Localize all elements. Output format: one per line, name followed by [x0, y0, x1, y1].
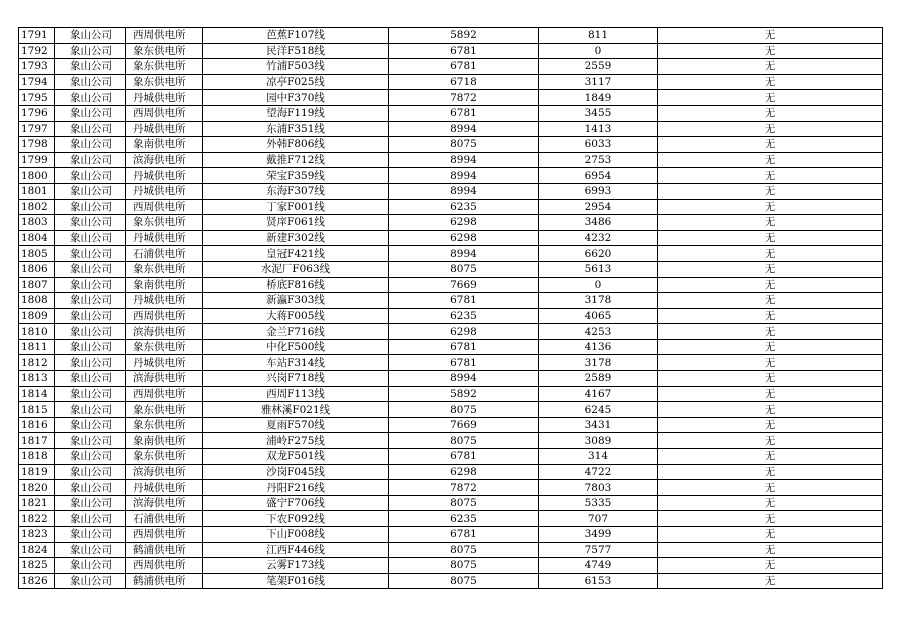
table-row — [19, 199, 883, 215]
value-cell: 8075 — [389, 137, 539, 153]
station-cell: 象东供电所 — [126, 74, 203, 90]
company-cell: 象山公司 — [55, 28, 126, 44]
station-cell: 滨海供电所 — [126, 464, 203, 480]
value-cell: 8994 — [389, 183, 539, 199]
count-cell: 811 — [539, 28, 658, 44]
table-row — [19, 137, 883, 153]
table-row — [19, 121, 883, 137]
station-cell: 丹城供电所 — [126, 480, 203, 496]
line-name-cell: 下山F008线 — [203, 527, 389, 543]
row-number-cell: 1809 — [19, 308, 55, 324]
line-name-cell: 车站F314线 — [203, 355, 389, 371]
station-cell: 丹城供电所 — [126, 183, 203, 199]
station-cell: 滨海供电所 — [126, 495, 203, 511]
row-number-cell: 1805 — [19, 246, 55, 262]
note-cell: 无 — [658, 168, 883, 184]
table-row — [19, 183, 883, 199]
note-cell: 无 — [658, 105, 883, 121]
row-number-cell: 1824 — [19, 542, 55, 558]
company-cell: 象山公司 — [55, 215, 126, 231]
company-cell: 象山公司 — [55, 246, 126, 262]
line-name-cell: 沙岗F045线 — [203, 464, 389, 480]
line-name-cell: 兴岗F718线 — [203, 371, 389, 387]
company-cell: 象山公司 — [55, 573, 126, 589]
table-row — [19, 168, 883, 184]
value-cell: 6235 — [389, 199, 539, 215]
value-cell: 6781 — [389, 105, 539, 121]
station-cell: 象东供电所 — [126, 417, 203, 433]
company-cell: 象山公司 — [55, 199, 126, 215]
row-number-cell: 1806 — [19, 261, 55, 277]
company-cell: 象山公司 — [55, 308, 126, 324]
note-cell: 无 — [658, 324, 883, 340]
count-cell: 4722 — [539, 464, 658, 480]
note-cell: 无 — [658, 90, 883, 106]
row-number-cell: 1813 — [19, 371, 55, 387]
line-name-cell: 戴推F712线 — [203, 152, 389, 168]
count-cell: 7803 — [539, 480, 658, 496]
table-row — [19, 417, 883, 433]
station-cell: 鹤浦供电所 — [126, 573, 203, 589]
note-cell: 无 — [658, 121, 883, 137]
note-cell: 无 — [658, 402, 883, 418]
feeder-table — [18, 27, 883, 589]
company-cell: 象山公司 — [55, 355, 126, 371]
company-cell: 象山公司 — [55, 261, 126, 277]
count-cell: 5613 — [539, 261, 658, 277]
value-cell: 6781 — [389, 527, 539, 543]
line-name-cell: 竹浦F503线 — [203, 59, 389, 75]
note-cell: 无 — [658, 43, 883, 59]
table-row — [19, 542, 883, 558]
row-number-cell: 1815 — [19, 402, 55, 418]
line-name-cell: 东海F307线 — [203, 183, 389, 199]
station-cell: 西周供电所 — [126, 527, 203, 543]
row-number-cell: 1801 — [19, 183, 55, 199]
table-row — [19, 261, 883, 277]
station-cell: 西周供电所 — [126, 558, 203, 574]
note-cell: 无 — [658, 308, 883, 324]
station-cell: 丹城供电所 — [126, 230, 203, 246]
count-cell: 2559 — [539, 59, 658, 75]
value-cell: 6781 — [389, 59, 539, 75]
row-number-cell: 1807 — [19, 277, 55, 293]
row-number-cell: 1817 — [19, 433, 55, 449]
company-cell: 象山公司 — [55, 183, 126, 199]
row-number-cell: 1791 — [19, 28, 55, 44]
value-cell: 6718 — [389, 74, 539, 90]
count-cell: 3089 — [539, 433, 658, 449]
line-name-cell: 皇冠F421线 — [203, 246, 389, 262]
table-row — [19, 152, 883, 168]
note-cell: 无 — [658, 261, 883, 277]
row-number-cell: 1814 — [19, 386, 55, 402]
value-cell: 8075 — [389, 261, 539, 277]
note-cell: 无 — [658, 152, 883, 168]
value-cell: 6298 — [389, 230, 539, 246]
row-number-cell: 1826 — [19, 573, 55, 589]
station-cell: 鹤浦供电所 — [126, 542, 203, 558]
count-cell: 4253 — [539, 324, 658, 340]
value-cell: 8994 — [389, 371, 539, 387]
count-cell: 2753 — [539, 152, 658, 168]
value-cell: 7669 — [389, 277, 539, 293]
station-cell: 西周供电所 — [126, 308, 203, 324]
line-name-cell: 外韩F806线 — [203, 137, 389, 153]
count-cell: 3486 — [539, 215, 658, 231]
station-cell: 西周供电所 — [126, 199, 203, 215]
line-name-cell: 下农F092线 — [203, 511, 389, 527]
line-name-cell: 贤庠F061线 — [203, 215, 389, 231]
value-cell: 6298 — [389, 324, 539, 340]
note-cell: 无 — [658, 511, 883, 527]
table-row — [19, 339, 883, 355]
line-name-cell: 望海F119线 — [203, 105, 389, 121]
count-cell: 5335 — [539, 495, 658, 511]
line-name-cell: 夏雨F570线 — [203, 417, 389, 433]
row-number-cell: 1808 — [19, 293, 55, 309]
feeder-table-body — [19, 28, 883, 589]
count-cell: 1413 — [539, 121, 658, 137]
company-cell: 象山公司 — [55, 324, 126, 340]
row-number-cell: 1797 — [19, 121, 55, 137]
note-cell: 无 — [658, 199, 883, 215]
row-number-cell: 1825 — [19, 558, 55, 574]
note-cell: 无 — [658, 277, 883, 293]
count-cell: 6620 — [539, 246, 658, 262]
company-cell: 象山公司 — [55, 527, 126, 543]
line-name-cell: 东浦F351线 — [203, 121, 389, 137]
table-row — [19, 511, 883, 527]
line-name-cell: 荣宝F359线 — [203, 168, 389, 184]
row-number-cell: 1804 — [19, 230, 55, 246]
table-row — [19, 230, 883, 246]
line-name-cell: 笔架F016线 — [203, 573, 389, 589]
value-cell: 6781 — [389, 355, 539, 371]
station-cell: 滨海供电所 — [126, 324, 203, 340]
company-cell: 象山公司 — [55, 386, 126, 402]
line-name-cell: 西周F113线 — [203, 386, 389, 402]
station-cell: 象南供电所 — [126, 433, 203, 449]
station-cell: 丹城供电所 — [126, 121, 203, 137]
count-cell: 4136 — [539, 339, 658, 355]
table-row — [19, 215, 883, 231]
count-cell: 3178 — [539, 355, 658, 371]
station-cell: 石浦供电所 — [126, 246, 203, 262]
row-number-cell: 1793 — [19, 59, 55, 75]
station-cell: 丹城供电所 — [126, 168, 203, 184]
note-cell: 无 — [658, 464, 883, 480]
row-number-cell: 1799 — [19, 152, 55, 168]
company-cell: 象山公司 — [55, 90, 126, 106]
row-number-cell: 1795 — [19, 90, 55, 106]
value-cell: 6235 — [389, 308, 539, 324]
station-cell: 象东供电所 — [126, 59, 203, 75]
note-cell: 无 — [658, 433, 883, 449]
row-number-cell: 1810 — [19, 324, 55, 340]
company-cell: 象山公司 — [55, 137, 126, 153]
count-cell: 314 — [539, 449, 658, 465]
company-cell: 象山公司 — [55, 43, 126, 59]
company-cell: 象山公司 — [55, 293, 126, 309]
station-cell: 西周供电所 — [126, 105, 203, 121]
count-cell: 6153 — [539, 573, 658, 589]
note-cell: 无 — [658, 215, 883, 231]
count-cell: 3499 — [539, 527, 658, 543]
table-row — [19, 308, 883, 324]
table-row — [19, 43, 883, 59]
company-cell: 象山公司 — [55, 230, 126, 246]
value-cell: 8075 — [389, 433, 539, 449]
note-cell: 无 — [658, 573, 883, 589]
value-cell: 6298 — [389, 464, 539, 480]
row-number-cell: 1816 — [19, 417, 55, 433]
line-name-cell: 云雾F173线 — [203, 558, 389, 574]
note-cell: 无 — [658, 246, 883, 262]
line-name-cell: 丹阳F216线 — [203, 480, 389, 496]
line-name-cell: 水泥厂F063线 — [203, 261, 389, 277]
line-name-cell: 金兰F716线 — [203, 324, 389, 340]
company-cell: 象山公司 — [55, 542, 126, 558]
note-cell: 无 — [658, 339, 883, 355]
count-cell: 1849 — [539, 90, 658, 106]
company-cell: 象山公司 — [55, 371, 126, 387]
value-cell: 6781 — [389, 43, 539, 59]
table-row — [19, 433, 883, 449]
table-row — [19, 527, 883, 543]
count-cell: 4749 — [539, 558, 658, 574]
table-row — [19, 105, 883, 121]
table-row — [19, 324, 883, 340]
count-cell: 707 — [539, 511, 658, 527]
row-number-cell: 1819 — [19, 464, 55, 480]
company-cell: 象山公司 — [55, 168, 126, 184]
line-name-cell: 丁家F001线 — [203, 199, 389, 215]
company-cell: 象山公司 — [55, 105, 126, 121]
note-cell: 无 — [658, 28, 883, 44]
value-cell: 7872 — [389, 480, 539, 496]
station-cell: 象南供电所 — [126, 137, 203, 153]
table-row — [19, 74, 883, 90]
value-cell: 8994 — [389, 168, 539, 184]
note-cell: 无 — [658, 386, 883, 402]
line-name-cell: 民洋F518线 — [203, 43, 389, 59]
value-cell: 7872 — [389, 90, 539, 106]
table-row — [19, 480, 883, 496]
station-cell: 象东供电所 — [126, 449, 203, 465]
station-cell: 滨海供电所 — [126, 152, 203, 168]
row-number-cell: 1798 — [19, 137, 55, 153]
row-number-cell: 1796 — [19, 105, 55, 121]
row-number-cell: 1802 — [19, 199, 55, 215]
row-number-cell: 1800 — [19, 168, 55, 184]
line-name-cell: 江西F446线 — [203, 542, 389, 558]
station-cell: 丹城供电所 — [126, 293, 203, 309]
company-cell: 象山公司 — [55, 277, 126, 293]
count-cell: 4167 — [539, 386, 658, 402]
company-cell: 象山公司 — [55, 495, 126, 511]
company-cell: 象山公司 — [55, 511, 126, 527]
table-row — [19, 495, 883, 511]
note-cell: 无 — [658, 230, 883, 246]
station-cell: 滨海供电所 — [126, 371, 203, 387]
value-cell: 6298 — [389, 215, 539, 231]
station-cell: 象东供电所 — [126, 43, 203, 59]
row-number-cell: 1812 — [19, 355, 55, 371]
row-number-cell: 1794 — [19, 74, 55, 90]
station-cell: 丹城供电所 — [126, 90, 203, 106]
station-cell: 象东供电所 — [126, 215, 203, 231]
count-cell: 0 — [539, 43, 658, 59]
table-row — [19, 371, 883, 387]
count-cell: 6993 — [539, 183, 658, 199]
company-cell: 象山公司 — [55, 417, 126, 433]
company-cell: 象山公司 — [55, 74, 126, 90]
table-row — [19, 59, 883, 75]
value-cell: 8075 — [389, 402, 539, 418]
value-cell: 8994 — [389, 121, 539, 137]
line-name-cell: 浦岭F275线 — [203, 433, 389, 449]
company-cell: 象山公司 — [55, 433, 126, 449]
value-cell: 6781 — [389, 339, 539, 355]
station-cell: 象东供电所 — [126, 402, 203, 418]
count-cell: 2954 — [539, 199, 658, 215]
row-number-cell: 1823 — [19, 527, 55, 543]
note-cell: 无 — [658, 371, 883, 387]
company-cell: 象山公司 — [55, 464, 126, 480]
line-name-cell: 新瀛F303线 — [203, 293, 389, 309]
count-cell: 3117 — [539, 74, 658, 90]
table-row — [19, 449, 883, 465]
count-cell: 6245 — [539, 402, 658, 418]
station-cell: 象东供电所 — [126, 261, 203, 277]
line-name-cell: 大蒋F005线 — [203, 308, 389, 324]
table-row — [19, 277, 883, 293]
station-cell: 石浦供电所 — [126, 511, 203, 527]
line-name-cell: 芭蕉F107线 — [203, 28, 389, 44]
table-row — [19, 246, 883, 262]
line-name-cell: 桥底F816线 — [203, 277, 389, 293]
company-cell: 象山公司 — [55, 339, 126, 355]
company-cell: 象山公司 — [55, 558, 126, 574]
value-cell: 7669 — [389, 417, 539, 433]
count-cell: 7577 — [539, 542, 658, 558]
count-cell: 6033 — [539, 137, 658, 153]
company-cell: 象山公司 — [55, 121, 126, 137]
table-row — [19, 464, 883, 480]
value-cell: 8994 — [389, 246, 539, 262]
count-cell: 2589 — [539, 371, 658, 387]
note-cell: 无 — [658, 495, 883, 511]
line-name-cell: 雅林溪F021线 — [203, 402, 389, 418]
table-row — [19, 402, 883, 418]
count-cell: 6954 — [539, 168, 658, 184]
note-cell: 无 — [658, 183, 883, 199]
note-cell: 无 — [658, 449, 883, 465]
row-number-cell: 1792 — [19, 43, 55, 59]
count-cell: 0 — [539, 277, 658, 293]
count-cell: 3178 — [539, 293, 658, 309]
note-cell: 无 — [658, 542, 883, 558]
count-cell: 3431 — [539, 417, 658, 433]
table-row — [19, 355, 883, 371]
note-cell: 无 — [658, 137, 883, 153]
station-cell: 象东供电所 — [126, 339, 203, 355]
note-cell: 无 — [658, 417, 883, 433]
count-cell: 3455 — [539, 105, 658, 121]
table-row — [19, 28, 883, 44]
value-cell: 5892 — [389, 386, 539, 402]
row-number-cell: 1803 — [19, 215, 55, 231]
count-cell: 4232 — [539, 230, 658, 246]
company-cell: 象山公司 — [55, 59, 126, 75]
table-row — [19, 573, 883, 589]
row-number-cell: 1820 — [19, 480, 55, 496]
note-cell: 无 — [658, 293, 883, 309]
table-row — [19, 558, 883, 574]
note-cell: 无 — [658, 355, 883, 371]
line-name-cell: 中化F500线 — [203, 339, 389, 355]
company-cell: 象山公司 — [55, 152, 126, 168]
line-name-cell: 双龙F501线 — [203, 449, 389, 465]
table-row — [19, 90, 883, 106]
row-number-cell: 1818 — [19, 449, 55, 465]
table-row — [19, 386, 883, 402]
company-cell: 象山公司 — [55, 480, 126, 496]
company-cell: 象山公司 — [55, 402, 126, 418]
value-cell: 8075 — [389, 573, 539, 589]
value-cell: 8075 — [389, 558, 539, 574]
row-number-cell: 1811 — [19, 339, 55, 355]
table-row — [19, 293, 883, 309]
line-name-cell: 园中F370线 — [203, 90, 389, 106]
value-cell: 8994 — [389, 152, 539, 168]
station-cell: 西周供电所 — [126, 28, 203, 44]
line-name-cell: 新建F302线 — [203, 230, 389, 246]
value-cell: 6781 — [389, 293, 539, 309]
note-cell: 无 — [658, 59, 883, 75]
station-cell: 西周供电所 — [126, 386, 203, 402]
value-cell: 5892 — [389, 28, 539, 44]
note-cell: 无 — [658, 74, 883, 90]
station-cell: 丹城供电所 — [126, 355, 203, 371]
row-number-cell: 1822 — [19, 511, 55, 527]
value-cell: 6781 — [389, 449, 539, 465]
count-cell: 4065 — [539, 308, 658, 324]
note-cell: 无 — [658, 527, 883, 543]
line-name-cell: 凉亭F025线 — [203, 74, 389, 90]
note-cell: 无 — [658, 480, 883, 496]
company-cell: 象山公司 — [55, 449, 126, 465]
row-number-cell: 1821 — [19, 495, 55, 511]
line-name-cell: 盛宁F706线 — [203, 495, 389, 511]
value-cell: 8075 — [389, 495, 539, 511]
station-cell: 象南供电所 — [126, 277, 203, 293]
note-cell: 无 — [658, 558, 883, 574]
value-cell: 6235 — [389, 511, 539, 527]
value-cell: 8075 — [389, 542, 539, 558]
